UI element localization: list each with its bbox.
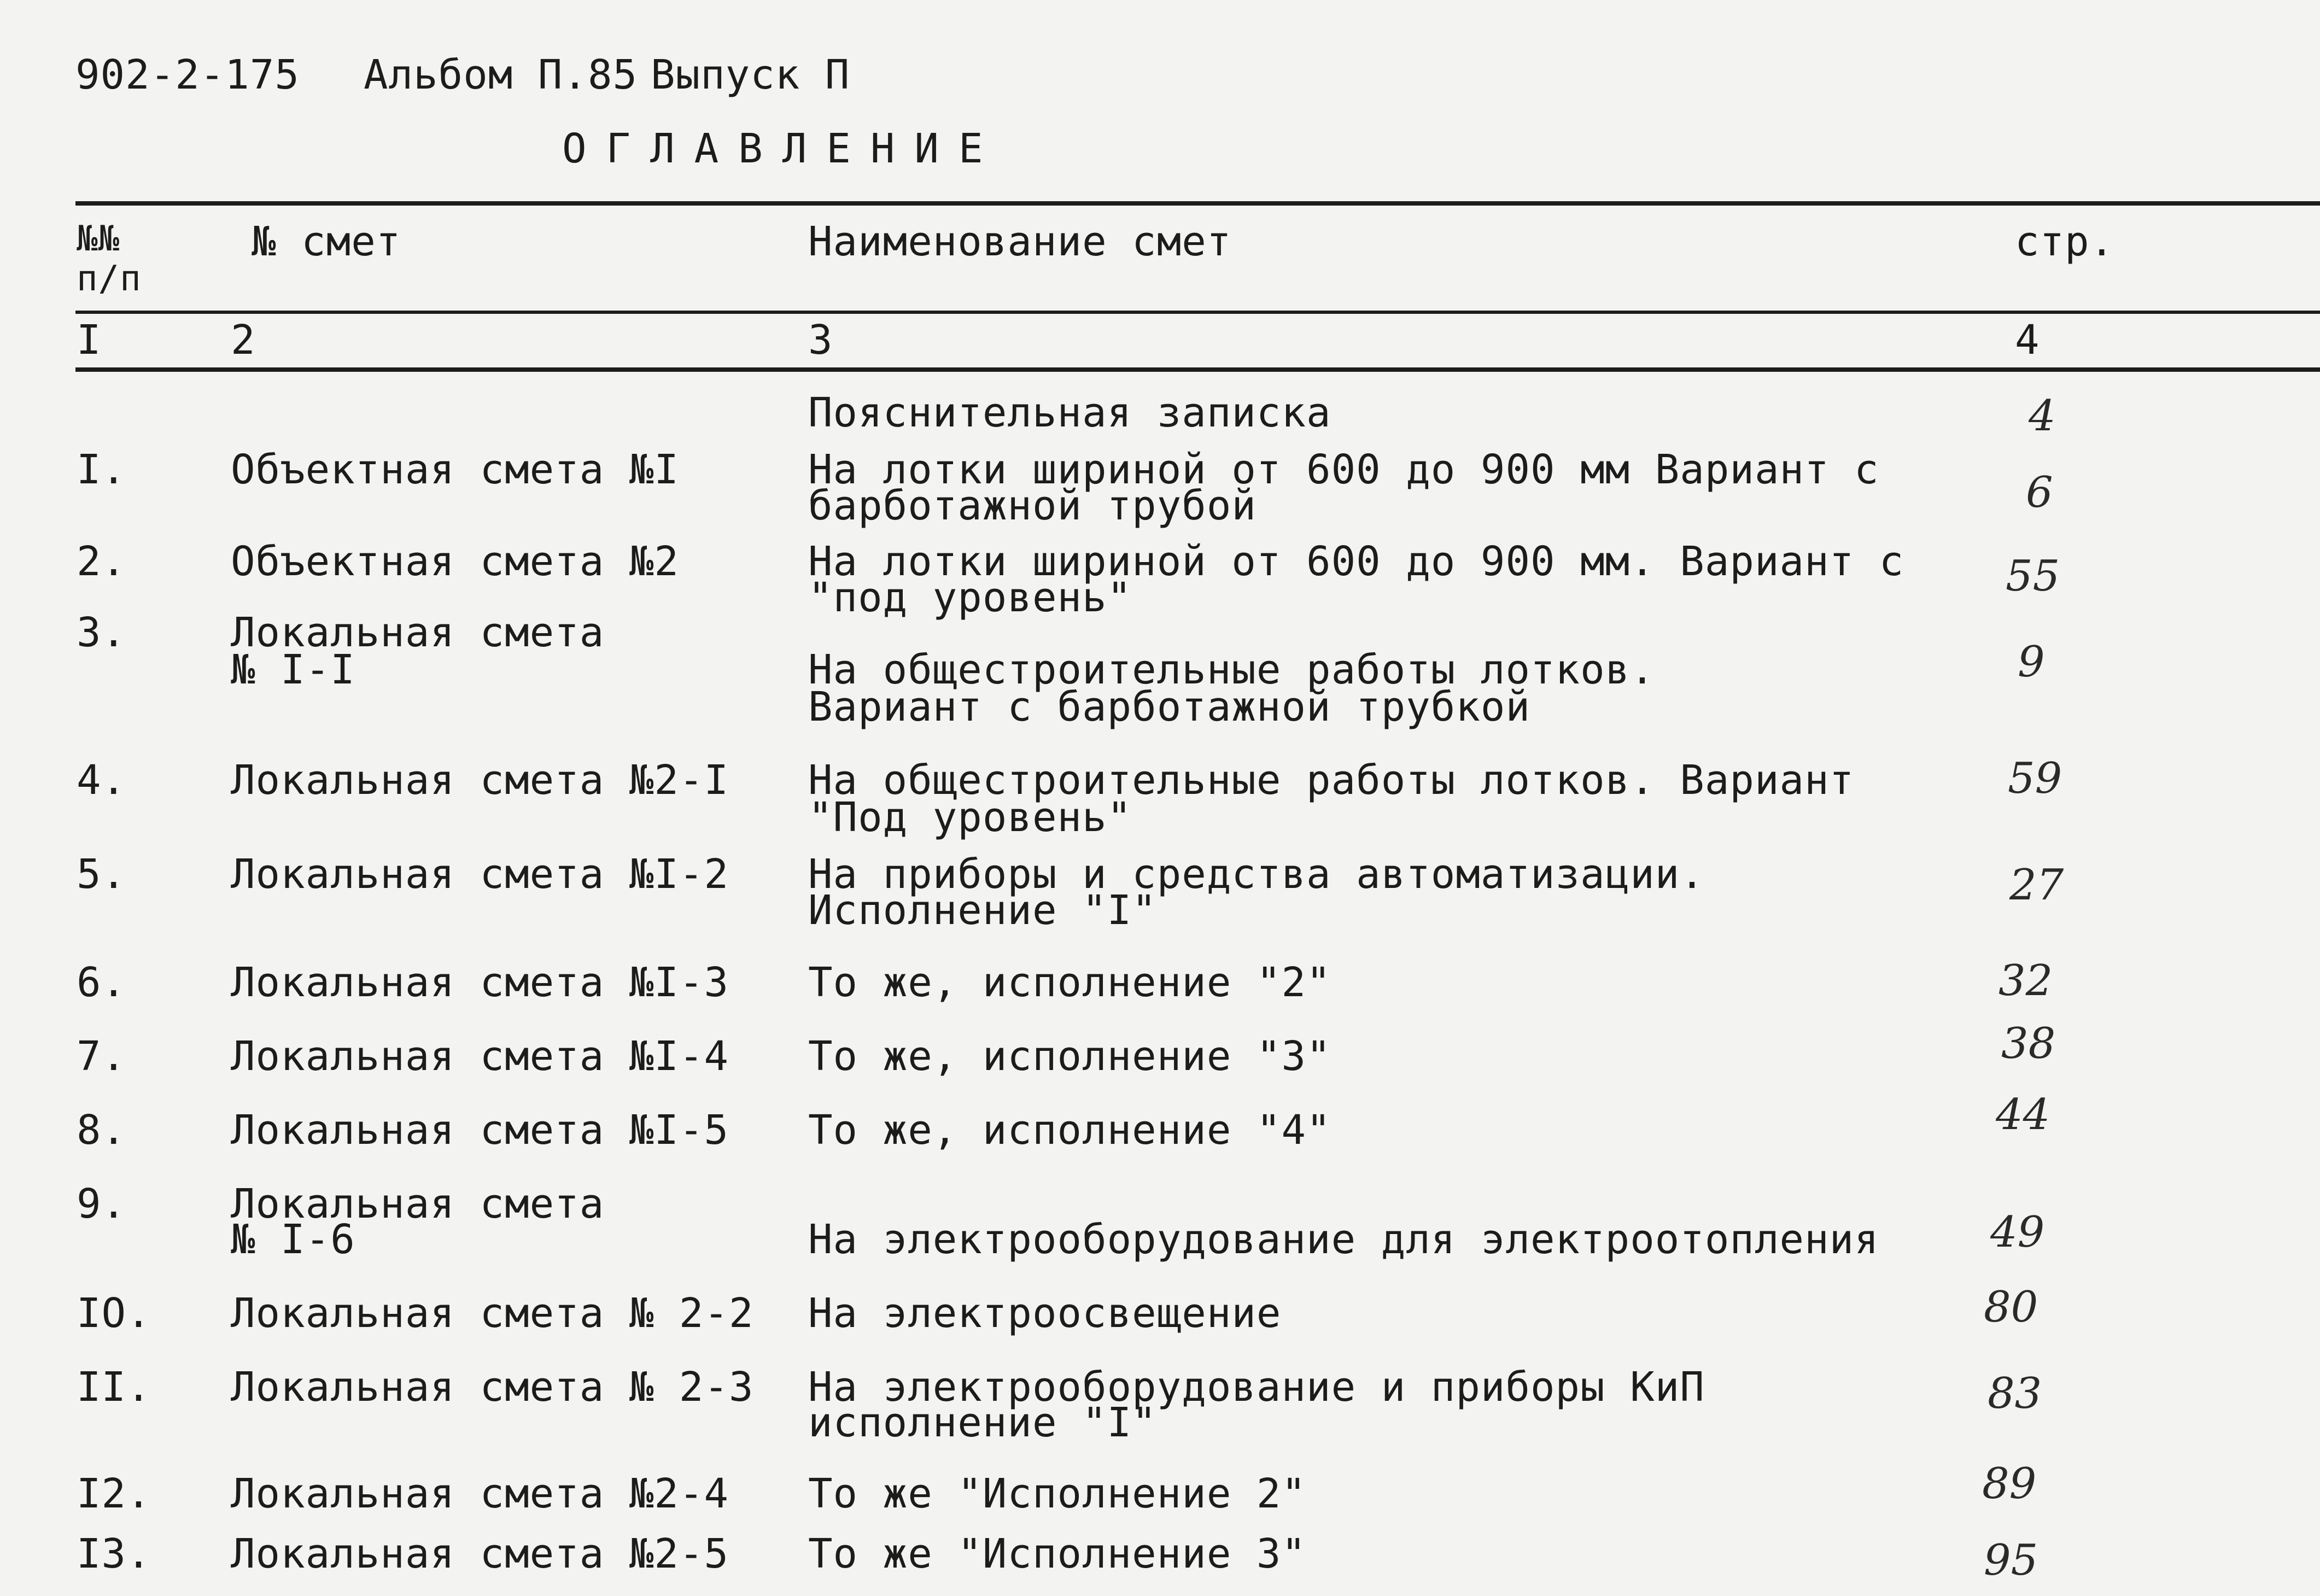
row-page: 59 — [2008, 754, 2062, 803]
row-page: 83 — [1988, 1369, 2042, 1418]
row-estimate-no: Локальная смета № 2-3 — [231, 1364, 754, 1411]
row-number: I3. — [77, 1530, 151, 1577]
row-number: 5. — [77, 851, 127, 898]
column-number-2: 2 — [231, 317, 256, 364]
album-label: Альбом П.85 — [364, 51, 638, 98]
row-estimate-no: Объектная смета №I — [231, 446, 679, 493]
col-header-page: стр. — [2015, 218, 2115, 265]
row-name-line: Вариант с барботажной трубкой — [808, 683, 1531, 730]
row-estimate-no: Локальная смета №I-5 — [231, 1107, 729, 1154]
row-name-line: То же, исполнение "3" — [808, 1033, 1331, 1080]
row-number: 4. — [77, 757, 127, 804]
row-page: 55 — [2006, 552, 2060, 601]
row-estimate-no: Локальная смета — [231, 609, 605, 656]
row-number: 3. — [77, 609, 127, 656]
col-header-name: Наименование смет — [808, 218, 1232, 265]
document-code: 902-2-175 — [75, 51, 300, 98]
row-name-line: На лотки шириной от 600 до 900 мм. Вариант с — [808, 538, 1904, 585]
row-name-line: "Под уровень" — [808, 794, 1132, 841]
row-number: 7. — [77, 1033, 127, 1080]
row-number: I. — [77, 446, 127, 493]
issue-label: Выпуск П — [651, 51, 850, 98]
page-title: ОГЛАВЛЕНИЕ — [562, 125, 1003, 172]
row-number: 8. — [77, 1107, 127, 1154]
row-number: IO. — [77, 1290, 151, 1337]
row-estimate-no: Локальная смета №I-3 — [231, 959, 729, 1006]
row-estimate-no: Локальная смета — [231, 1180, 605, 1227]
row-page: 4 — [2029, 391, 2056, 441]
row-estimate-no: № I-6 — [231, 1216, 355, 1263]
row-name-line: На электроосвещение — [808, 1290, 1282, 1337]
col-header-num-line2: п/п — [77, 259, 142, 299]
row-estimate-no: № I-I — [231, 646, 355, 693]
row-estimate-no: Локальная смета №I-4 — [231, 1033, 729, 1080]
row-name-line: Исполнение "I" — [808, 887, 1157, 934]
col-header-num-line1: №№ — [77, 219, 120, 259]
row-estimate-no: Локальная смета №2-I — [231, 757, 729, 804]
row-estimate-no: Локальная смета №2-5 — [231, 1530, 729, 1577]
column-number-3: 3 — [808, 317, 833, 364]
row-estimate-no: Объектная смета №2 — [231, 538, 679, 585]
row-page: 27 — [2009, 861, 2064, 910]
row-number: 9. — [77, 1180, 127, 1227]
row-name-line: исполнение "I" — [808, 1399, 1157, 1446]
row-name-line: "под уровень" — [808, 574, 1132, 621]
row-page: 38 — [2001, 1019, 2056, 1068]
row-page: 95 — [1984, 1536, 2038, 1585]
row-page: 89 — [1982, 1459, 2037, 1509]
header-rule — [75, 311, 2320, 314]
row-number: 2. — [77, 538, 127, 585]
row-estimate-no: Локальная смета №I-2 — [231, 851, 729, 898]
row-name-line: На электрооборудование и приборы КиП — [808, 1364, 1705, 1411]
row-page: 80 — [1984, 1283, 2038, 1332]
column-number-1: I — [77, 317, 102, 364]
row-name-line: На общестроительные работы лотков. — [808, 646, 1655, 693]
row-estimate-no: Локальная смета № 2-2 — [231, 1290, 754, 1337]
row-name-line: На лотки шириной от 600 до 900 мм Вариант с — [808, 446, 1879, 493]
col-header-estimate-no: № смет — [252, 218, 401, 265]
row-page: 49 — [1990, 1208, 2045, 1257]
table-top-rule — [75, 201, 2320, 206]
row-number: I2. — [77, 1470, 151, 1517]
row-number: II. — [77, 1364, 151, 1411]
row-page: 44 — [1996, 1090, 2050, 1139]
row-page: 32 — [1998, 956, 2053, 1005]
column-numbers-rule — [75, 367, 2320, 372]
row-estimate-no: Локальная смета №2-4 — [231, 1470, 729, 1517]
row-name-line: То же, исполнение "2" — [808, 959, 1331, 1006]
row-number: 6. — [77, 959, 127, 1006]
row-name-line: Пояснительная записка — [808, 389, 1331, 436]
row-name-line: На электрооборудование для электроотопления — [808, 1216, 1879, 1263]
row-name-line: На общестроительные работы лотков. Вариант — [808, 757, 1855, 804]
row-name-line: барботажной трубой — [808, 482, 1257, 529]
row-page: 6 — [2026, 468, 2053, 517]
row-name-line: На приборы и средства автоматизации. — [808, 851, 1705, 898]
row-name-line: То же, исполнение "4" — [808, 1107, 1331, 1154]
row-name-line: То же "Исполнение 2" — [808, 1470, 1307, 1517]
row-page: 9 — [2018, 638, 2045, 687]
row-name-line: То же "Исполнение 3" — [808, 1530, 1307, 1577]
column-number-4: 4 — [2015, 317, 2040, 364]
